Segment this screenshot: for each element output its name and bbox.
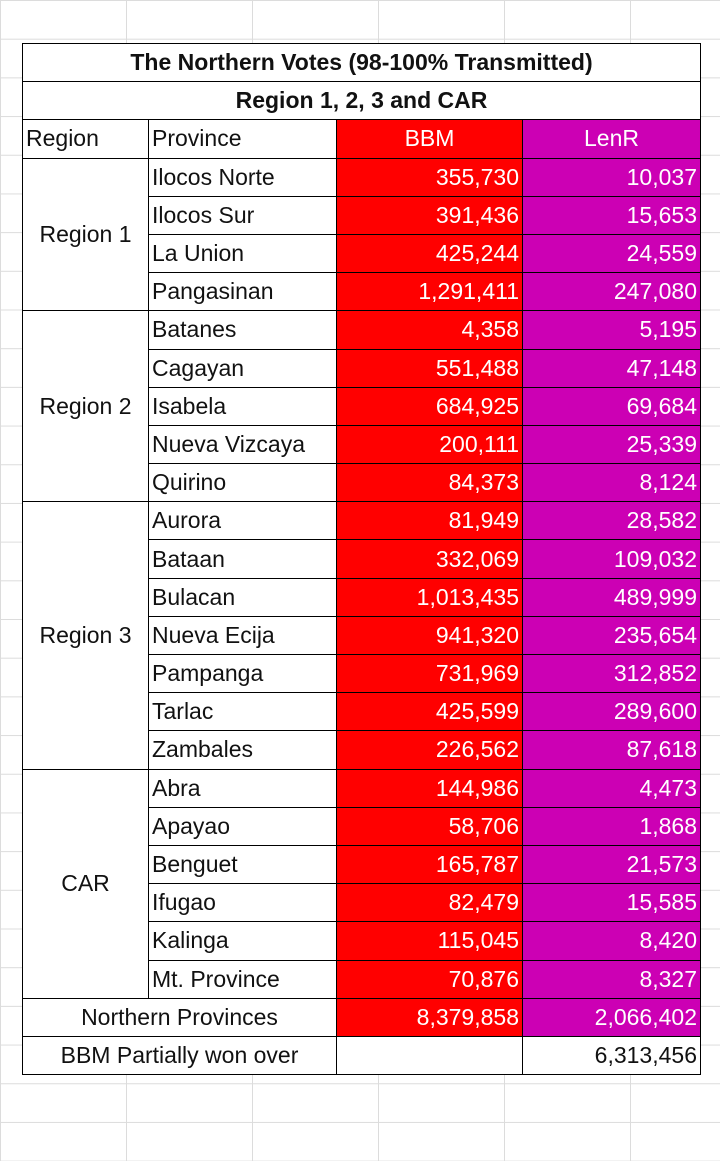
bbm-votes-cell: 391,436 [337, 196, 523, 234]
province-cell: Ilocos Sur [149, 196, 337, 234]
region-name: CAR [23, 769, 149, 998]
subtitle-row [23, 82, 701, 120]
bbm-votes-cell: 425,244 [337, 234, 523, 272]
bbm-votes-cell: 355,730 [337, 158, 523, 196]
lenr-votes-cell: 8,327 [523, 960, 701, 998]
lenr-votes-cell: 8,124 [523, 464, 701, 502]
totals-bbm-value: 8,379,858 [416, 1003, 519, 1030]
province-cell: Pampanga [149, 655, 337, 693]
province-cell: Ifugao [149, 884, 337, 922]
bbm-votes-cell: 200,111 [337, 425, 523, 463]
bbm-votes-cell: 684,925 [337, 387, 523, 425]
province-cell: Bulacan [149, 578, 337, 616]
lenr-votes-cell: 25,339 [523, 425, 701, 463]
header-row [23, 120, 701, 158]
lenr-votes-cell: 21,573 [523, 845, 701, 883]
province-cell: Zambales [149, 731, 337, 769]
header-province: Province [149, 120, 337, 158]
province-cell: Tarlac [149, 693, 337, 731]
bbm-votes-cell: 81,949 [337, 502, 523, 540]
lenr-votes-cell: 235,654 [523, 616, 701, 654]
bbm-votes-cell: 70,876 [337, 960, 523, 998]
province-cell: Kalinga [149, 922, 337, 960]
header-lenr: LenR [523, 120, 701, 158]
table-row [23, 158, 701, 196]
lenr-votes-cell: 289,600 [523, 693, 701, 731]
lenr-votes-cell: 4,473 [523, 769, 701, 807]
totals-bbm [337, 998, 523, 1036]
bbm-votes-cell: 58,706 [337, 807, 523, 845]
bbm-votes-cell: 332,069 [337, 540, 523, 578]
bbm-votes-cell: 425,599 [337, 693, 523, 731]
bbm-votes-cell: 1,013,435 [337, 578, 523, 616]
bbm-votes-cell: 144,986 [337, 769, 523, 807]
header-bbm: BBM [337, 120, 523, 158]
bbm-votes-cell: 941,320 [337, 616, 523, 654]
bbm-votes-cell: 731,969 [337, 655, 523, 693]
lenr-votes-cell: 15,585 [523, 884, 701, 922]
lenr-votes-cell: 5,195 [523, 311, 701, 349]
lenr-votes-cell: 15,653 [523, 196, 701, 234]
table-title: The Northern Votes (98-100% Transmitted) [23, 44, 701, 82]
bbm-votes-cell: 84,373 [337, 464, 523, 502]
header-region: Region [23, 120, 149, 158]
lenr-votes-cell: 109,032 [523, 540, 701, 578]
bbm-votes-cell: 165,787 [337, 845, 523, 883]
province-cell: Isabela [149, 387, 337, 425]
province-cell: Abra [149, 769, 337, 807]
region-name: Region 2 [23, 311, 149, 502]
margin-empty-cell [337, 1036, 523, 1074]
table-row [23, 502, 701, 540]
province-cell: Batanes [149, 311, 337, 349]
lenr-votes-cell: 28,582 [523, 502, 701, 540]
lenr-votes-cell: 87,618 [523, 731, 701, 769]
lenr-votes-cell: 47,148 [523, 349, 701, 387]
bbm-votes-cell: 551,488 [337, 349, 523, 387]
totals-row [23, 998, 701, 1036]
province-cell: Nueva Vizcaya [149, 425, 337, 463]
lenr-votes-cell: 69,684 [523, 387, 701, 425]
title-row [23, 44, 701, 82]
lenr-votes-cell: 8,420 [523, 922, 701, 960]
margin-label: BBM Partially won over [23, 1036, 337, 1074]
vote-table [22, 43, 701, 1075]
province-cell: Quirino [149, 464, 337, 502]
bbm-votes-cell: 115,045 [337, 922, 523, 960]
bbm-votes-cell: 226,562 [337, 731, 523, 769]
province-cell: Cagayan [149, 349, 337, 387]
province-cell: Mt. Province [149, 960, 337, 998]
lenr-votes-cell: 10,037 [523, 158, 701, 196]
lenr-votes-cell: 247,080 [523, 273, 701, 311]
province-cell: Nueva Ecija [149, 616, 337, 654]
region-name: Region 1 [23, 158, 149, 311]
province-cell: Pangasinan [149, 273, 337, 311]
province-cell: Apayao [149, 807, 337, 845]
table-row [23, 311, 701, 349]
province-cell: Benguet [149, 845, 337, 883]
margin-row [23, 1036, 701, 1074]
province-cell: Ilocos Norte [149, 158, 337, 196]
bbm-votes-cell: 4,358 [337, 311, 523, 349]
table-row [23, 769, 701, 807]
totals-label: Northern Provinces [23, 998, 337, 1036]
totals-lenr: 2,066,402 [523, 998, 701, 1036]
table-subtitle: Region 1, 2, 3 and CAR [23, 82, 701, 120]
province-cell: Aurora [149, 502, 337, 540]
region-name: Region 3 [23, 502, 149, 769]
lenr-votes-cell: 489,999 [523, 578, 701, 616]
lenr-votes-cell: 1,868 [523, 807, 701, 845]
province-cell: Bataan [149, 540, 337, 578]
margin-value: 6,313,456 [523, 1036, 701, 1074]
bbm-votes-cell: 82,479 [337, 884, 523, 922]
province-cell: La Union [149, 234, 337, 272]
lenr-votes-cell: 24,559 [523, 234, 701, 272]
lenr-votes-cell: 312,852 [523, 655, 701, 693]
bbm-votes-cell: 1,291,411 [337, 273, 523, 311]
